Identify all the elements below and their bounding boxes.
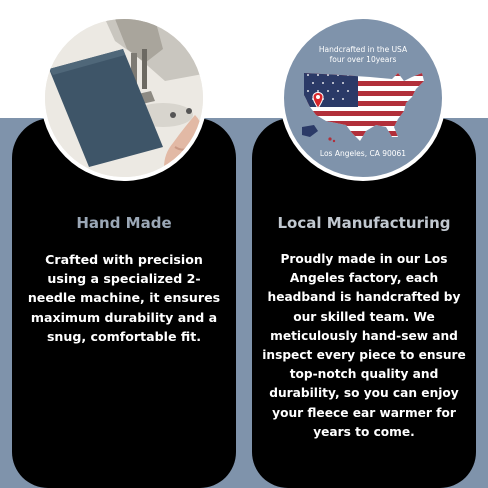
usa-flag-map-icon xyxy=(300,67,426,145)
map-badge-line1: Handcrafted in the USA xyxy=(318,45,408,54)
usa-map-badge xyxy=(280,15,446,181)
card-body-hand-made: Crafted with precision using a specialized 2-needle machine, it ensures maximum durability and a snug, comfortable fit. xyxy=(27,252,221,344)
map-badge-location: Los Angeles, CA 90061 xyxy=(319,149,407,158)
map-badge-heading xyxy=(284,45,442,65)
sewing-machine-illustration xyxy=(45,19,203,177)
sewing-machine-photo xyxy=(41,15,207,181)
card-body-local-manufacturing: Proudly made in our Los Angeles factory, each headband is handcrafted by our skilled team. We meticulously hand-sew and inspect every piece to ensure top-notch quality and durability, so you can enjoy your fleece ear warmer for years to come. xyxy=(262,252,466,439)
card-title-hand-made: Hand Made xyxy=(76,214,172,232)
card-title-local-manufacturing: Local Manufacturing xyxy=(277,214,451,232)
map-badge-line2: four over 10years xyxy=(329,55,397,64)
